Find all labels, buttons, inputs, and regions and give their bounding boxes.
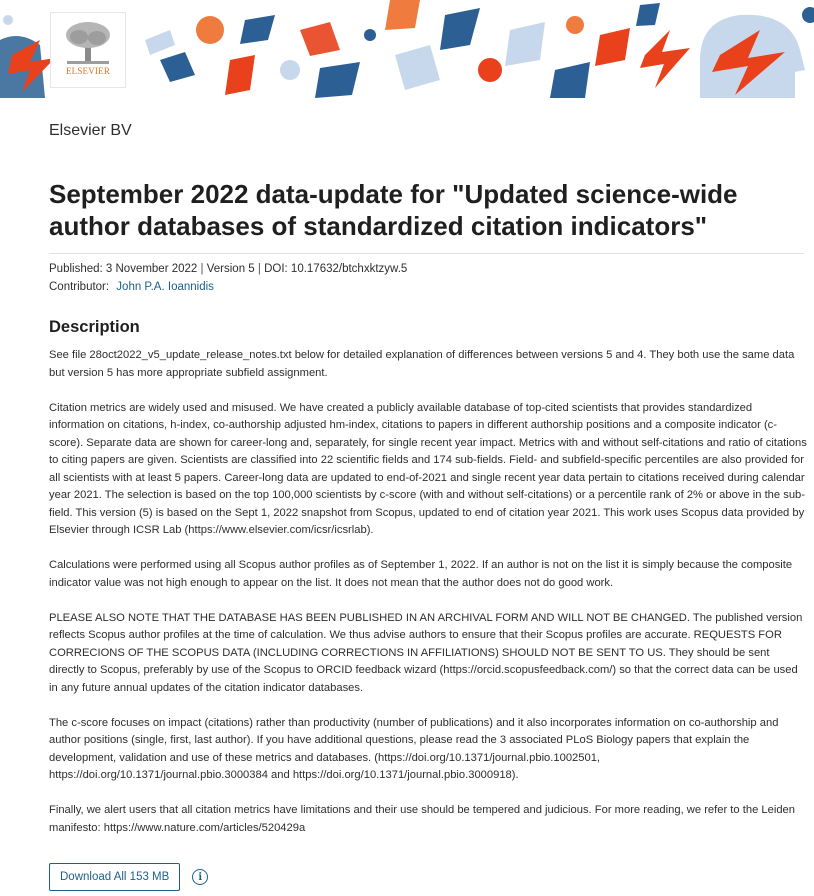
description-paragraph: The c-score focuses on impact (citations) rather than productivity (number of publications) and it also incorporates information on co-authorship and author positions (single, first, last author). If you have additional questions, please read the 3 associated PLoS Biology papers that explain the development, validation and use of these metrics and databases. (https://doi.org/10.1371/journal.pbio.1002501, https://doi.org/10.1371/journal.pbio.3000384 and https://doi.org/10.1371/journal.pbio.3000918). xyxy=(49,716,779,781)
description-paragraph: PLEASE ALSO NOTE THAT THE DATABASE HAS BEEN PUBLISHED IN AN ARCHIVAL FORM AND WILL NOT BE CHANGED. The published version reflects Scopus author profiles at the time of calculation. We thus advise authors to ensure that their Scopus profiles are accurate. REQUESTS FOR CORRECIONS OF THE SCOPUS DATA (INCLUDING CORRECTIONS IN AFFILIATIONS) SHOULD NOT BE SENT TO US. They should be sent directly to Scopus, preferably by use of the Scopus to ORCID feedback wizard (https://orcid.scopusfeedback.com/) so that the correct data can be used in any future annual updates of the citation indicator databases. xyxy=(49,611,803,694)
separator: | xyxy=(257,263,261,275)
publication-info xyxy=(49,260,804,278)
header-banner xyxy=(0,0,814,98)
description-body xyxy=(49,347,807,855)
description-paragraph: Finally, we alert users that all citation metrics have limitations and their use should be tempered and judicious. For more reading, we refer to the Leiden manifesto: https://www.nature.com/articles/520429a xyxy=(49,804,796,834)
info-icon[interactable]: i xyxy=(192,869,208,885)
version-label: Version 5 xyxy=(206,263,255,275)
published-date: Published: 3 November 2022 xyxy=(49,263,198,275)
description-heading: Description xyxy=(49,318,140,336)
download-row xyxy=(49,863,208,891)
logo-wordmark: ELSEVIER xyxy=(65,66,111,76)
contributor-link[interactable]: John P.A. Ioannidis xyxy=(116,281,214,293)
separator: | xyxy=(200,263,204,275)
elsevier-logo[interactable] xyxy=(50,12,126,88)
publisher-name: Elsevier BV xyxy=(49,122,132,139)
description-paragraph: See file 28oct2022_v5_update_release_notes.txt below for detailed explanation of differences between versions 5 and 4. They both use the same data but version 5 has more appropriate subfield assignment. xyxy=(49,349,795,379)
description-paragraph: Calculations were performed using all Scopus author profiles as of September 1, 2022. If an author is not on the list it is simply because the composite indicator value was not high enough to appear on the list. It does not mean that the author does not do good work. xyxy=(49,559,793,589)
download-all-button[interactable]: Download All 153 MB xyxy=(49,863,180,891)
description-paragraph: Citation metrics are widely used and misused. We have created a publicly available database of top-cited scientists that provides standardized information on citations, h-index, co-authorship adjusted hm-index, citations to papers in different authorship positions and a composite indicator (c-score). Separate data are shown for career-long and, separately, for single recent year impact. Metrics with and without self-citations and ratio of citations to citing papers are given. Scientists are classified into 22 scientific fields and 174 sub-fields. Field- and subfield-specific percentiles are also provided for all scientists with at least 5 papers. Career-long data are updated to end-of-2021 and single recent year data pertain to citations received during calendar year 2021. The selection is based on the top 100,000 scientists by c-score (with and without self-citations) or a percentile rank of 2% or above in the sub-field. This version (5) is based on the Sept 1, 2022 snapshot from Scopus, updated to end of citation year 2021. This work uses Scopus data provided by Elsevier through ICSR Lab (https://www.elsevier.com/icsr/icsrlab). xyxy=(49,401,807,536)
dataset-metadata xyxy=(49,253,804,296)
contributor-info xyxy=(49,278,804,296)
contributor-label: Contributor: xyxy=(49,281,110,293)
tree-icon xyxy=(63,21,113,65)
doi-label: DOI: 10.17632/btchxktzyw.5 xyxy=(264,263,408,275)
page-title: September 2022 data-update for "Updated science-wide author databases of standardized citation indicators" xyxy=(49,179,738,241)
